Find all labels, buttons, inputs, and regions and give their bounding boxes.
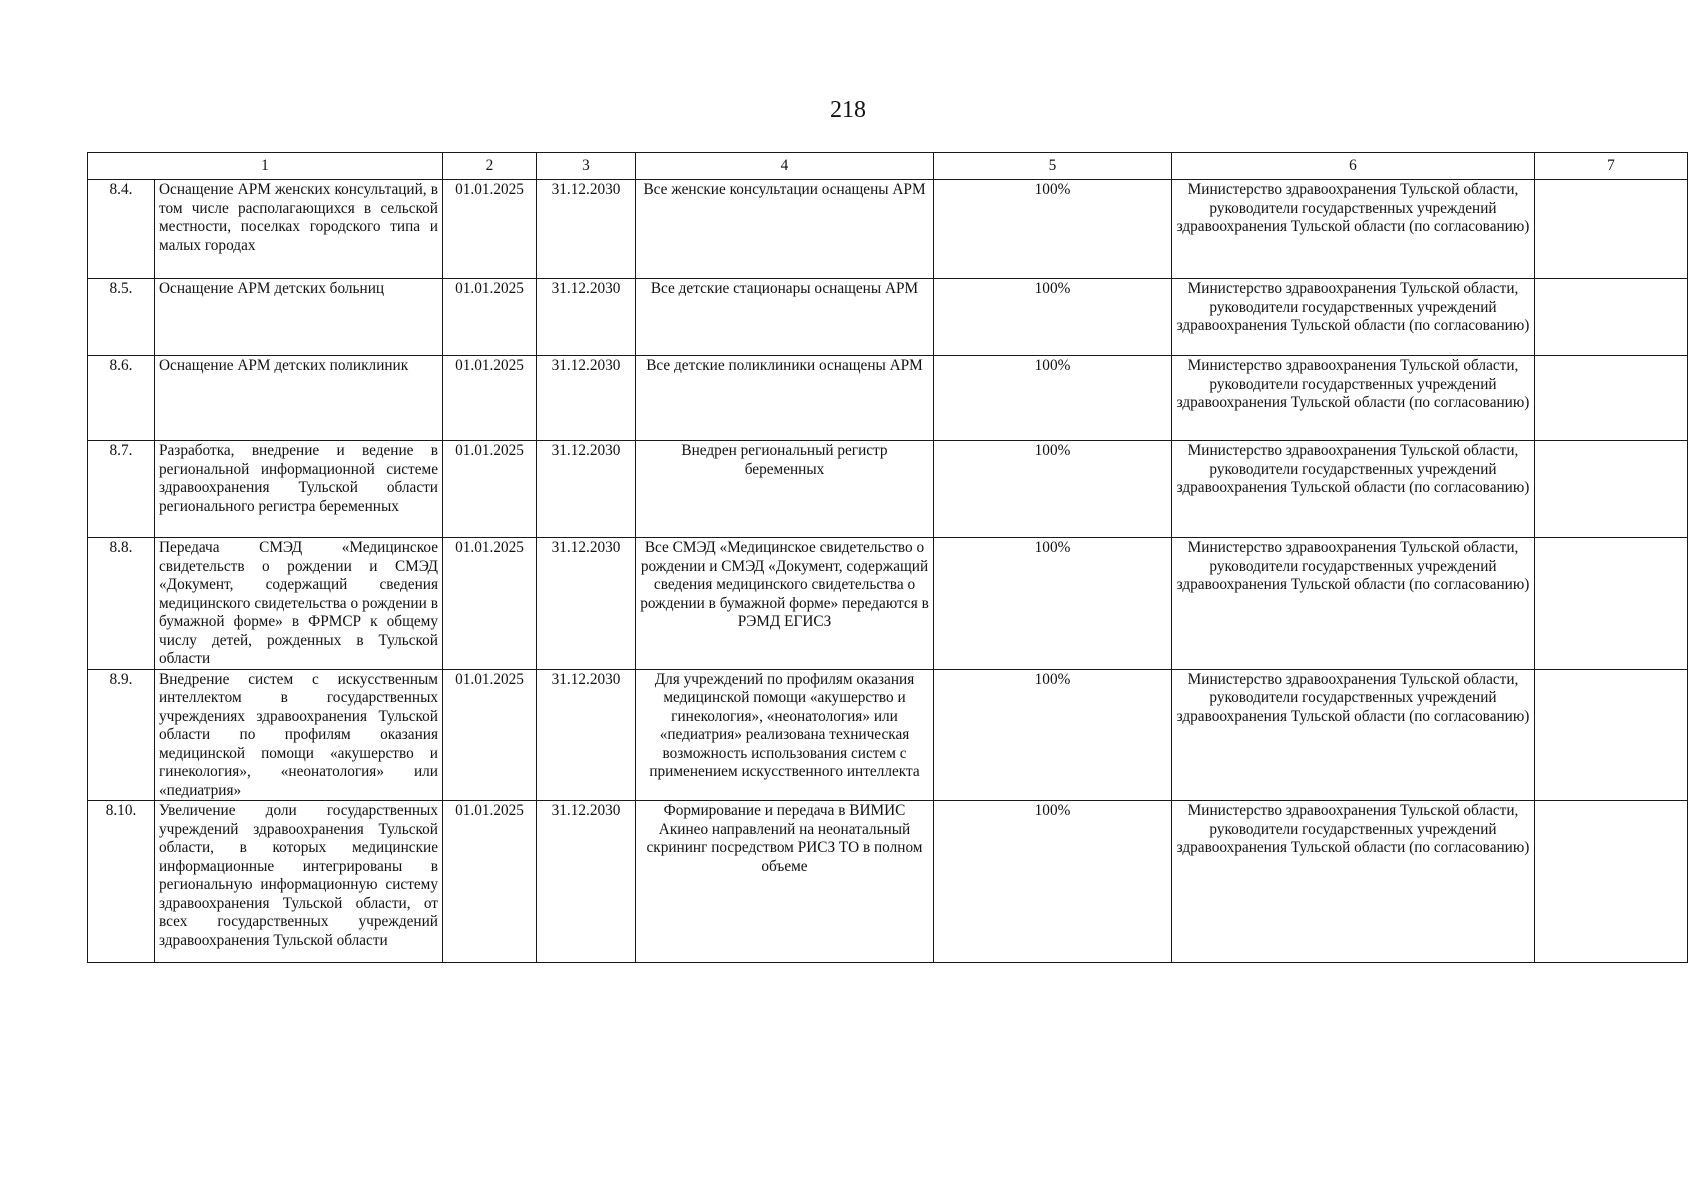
table-row: [88, 356, 1688, 441]
end-date: 31.12.2030: [537, 180, 636, 279]
column-header-7: 7: [1535, 153, 1688, 180]
start-date: 01.01.2025: [443, 356, 537, 441]
column-header-3: 3: [537, 153, 636, 180]
table-row: [88, 538, 1688, 670]
column-7-cell: [1535, 441, 1688, 538]
measure-name: Передача СМЭД «Медицинское свидетельств о рождении и СМЭД «Документ, содержащий сведения медицинского свидетельства о рождении в бумажной форме» в ФРМСР к общему числу детей, рожденных в Тульской области: [155, 538, 443, 670]
end-date: 31.12.2030: [537, 801, 636, 963]
item-number: 8.6.: [88, 356, 155, 441]
item-number: 8.4.: [88, 180, 155, 279]
end-date: 31.12.2030: [537, 441, 636, 538]
measure-name: Разработка, внедрение и ведение в региональной информационной системе здравоохранения Тульской области регионального регистра беременных: [155, 441, 443, 538]
item-number: 8.5.: [88, 279, 155, 356]
table-row: [88, 279, 1688, 356]
column-7-cell: [1535, 538, 1688, 670]
end-date: 31.12.2030: [537, 279, 636, 356]
table-row: [88, 180, 1688, 279]
target-value: 100%: [934, 180, 1172, 279]
column-header-2: 2: [443, 153, 537, 180]
column-header-6: 6: [1172, 153, 1535, 180]
column-header-1: 1: [88, 153, 443, 180]
end-date: 31.12.2030: [537, 538, 636, 670]
target-value: 100%: [934, 356, 1172, 441]
item-number: 8.9.: [88, 669, 155, 801]
start-date: 01.01.2025: [443, 801, 537, 963]
end-date: 31.12.2030: [537, 669, 636, 801]
column-7-cell: [1535, 356, 1688, 441]
expected-result: Все детские поликлиники оснащены АРМ: [636, 356, 934, 441]
item-number: 8.10.: [88, 801, 155, 963]
table-row: [88, 801, 1688, 963]
expected-result: Все СМЭД «Медицинское свидетельство о рождении и СМЭД «Документ, содержащий сведения медицинского свидетельства о рождении в бумажной форме» передаются в РЭМД ЕГИСЗ: [636, 538, 934, 670]
expected-result: Все детские стационары оснащены АРМ: [636, 279, 934, 356]
column-7-cell: [1535, 669, 1688, 801]
target-value: 100%: [934, 279, 1172, 356]
table-row: [88, 441, 1688, 538]
page-number: 218: [830, 97, 866, 123]
expected-result: Формирование и передача в ВИМИС Акинео направлений на неонатальный скрининг посредством РИСЗ ТО в полном объеме: [636, 801, 934, 963]
header-row: [88, 153, 1688, 180]
responsible-party: Министерство здравоохранения Тульской области, руководители государственных учреждений здравоохранения Тульской области (по согласованию): [1172, 279, 1535, 356]
responsible-party: Министерство здравоохранения Тульской области, руководители государственных учреждений здравоохранения Тульской области (по согласованию): [1172, 538, 1535, 670]
start-date: 01.01.2025: [443, 441, 537, 538]
target-value: 100%: [934, 538, 1172, 670]
column-header-4: 4: [636, 153, 934, 180]
responsible-party: Министерство здравоохранения Тульской области, руководители государственных учреждений здравоохранения Тульской области (по согласованию): [1172, 441, 1535, 538]
target-value: 100%: [934, 669, 1172, 801]
column-7-cell: [1535, 801, 1688, 963]
start-date: 01.01.2025: [443, 180, 537, 279]
target-value: 100%: [934, 801, 1172, 963]
column-7-cell: [1535, 180, 1688, 279]
responsible-party: Министерство здравоохранения Тульской области, руководители государственных учреждений здравоохранения Тульской области (по согласованию): [1172, 801, 1535, 963]
plan-table: [87, 152, 1688, 963]
measure-name: Оснащение АРМ детских больниц: [155, 279, 443, 356]
measure-name: Оснащение АРМ женских консультаций, в том числе располагающихся в сельской местности, поселках городского типа и малых городах: [155, 180, 443, 279]
responsible-party: Министерство здравоохранения Тульской области, руководители государственных учреждений здравоохранения Тульской области (по согласованию): [1172, 669, 1535, 801]
measure-name: Внедрение систем с искусственным интеллектом в государственных учреждениях здравоохранения Тульской области по профилям оказания медицинской помощи «акушерство и гинекология», «неонатология» или «педиатрия»: [155, 669, 443, 801]
responsible-party: Министерство здравоохранения Тульской области, руководители государственных учреждений здравоохранения Тульской области (по согласованию): [1172, 356, 1535, 441]
expected-result: Для учреждений по профилям оказания медицинской помощи «акушерство и гинекология», «неонатология» или «педиатрия» реализована техническая возможность использования систем с применением искусственного интеллекта: [636, 669, 934, 801]
start-date: 01.01.2025: [443, 669, 537, 801]
measure-name: Увеличение доли государственных учреждений здравоохранения Тульской области, в которых медицинские информационные интегрированы в региональную информационную систему здравоохранения Тульской области, от всех государственных учреждений здравоохранения Тульской области: [155, 801, 443, 963]
item-number: 8.7.: [88, 441, 155, 538]
start-date: 01.01.2025: [443, 538, 537, 670]
expected-result: Внедрен региональный регистр беременных: [636, 441, 934, 538]
column-header-5: 5: [934, 153, 1172, 180]
column-7-cell: [1535, 279, 1688, 356]
item-number: 8.8.: [88, 538, 155, 670]
responsible-party: Министерство здравоохранения Тульской области, руководители государственных учреждений здравоохранения Тульской области (по согласованию): [1172, 180, 1535, 279]
target-value: 100%: [934, 441, 1172, 538]
expected-result: Все женские консультации оснащены АРМ: [636, 180, 934, 279]
start-date: 01.01.2025: [443, 279, 537, 356]
measure-name: Оснащение АРМ детских поликлиник: [155, 356, 443, 441]
table-row: [88, 669, 1688, 801]
end-date: 31.12.2030: [537, 356, 636, 441]
